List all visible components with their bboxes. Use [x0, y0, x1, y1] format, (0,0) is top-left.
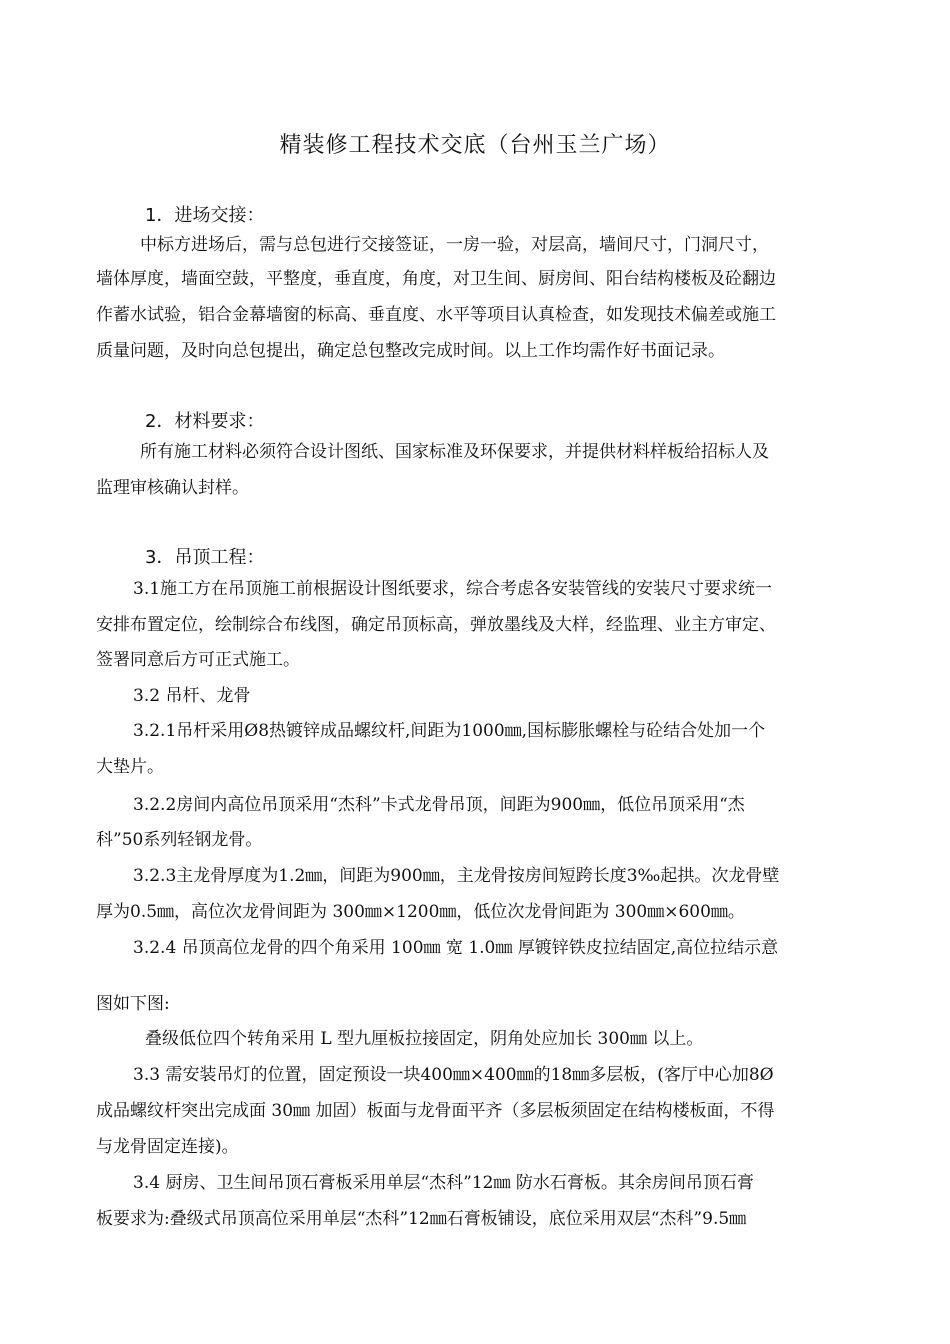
paragraph-line: 3.4 厨房、卫生间吊顶石膏板采用单层“杰科”12㎜ 防水石膏板。其余房间吊顶石膏	[133, 1173, 754, 1193]
paragraph-line: 科”50系列轻钢龙骨。	[96, 830, 263, 850]
paragraph-line: 3.2.1吊杆采用Ø8热镀锌成品螺纹杆,间距为1000㎜,国标膨胀螺栓与砼结合处加一个	[133, 721, 766, 741]
paragraph-line: 大垫片。	[96, 757, 164, 777]
paragraph-line: 安排布置定位，绘制综合布线图，确定吊顶标高，弹放墨线及大样，经监理、业主方审定、	[96, 615, 776, 635]
paragraph-line: 成品螺纹杆突出完成面 30㎜ 加固）板面与龙骨面平齐（多层板须固定在结构楼板面，不得	[96, 1101, 775, 1121]
paragraph-line: 监理审核确认封样。	[96, 478, 249, 498]
paragraph-line: 3.2.4 吊顶高位龙骨的四个角采用 100㎜ 宽 1.0㎜ 厚镀锌铁皮拉结固定,高位拉结示意	[133, 938, 779, 958]
paragraph-line: 图如下图:	[96, 994, 170, 1014]
subsection-heading: 3.2 吊杆、龙骨	[133, 686, 251, 706]
paragraph-line: 板要求为:叠级式吊顶高位采用单层“杰科”12㎜石膏板铺设，底位采用双层“杰科”9.5㎜	[96, 1209, 747, 1229]
paragraph-line: 3.1施工方在吊顶施工前根据设计图纸要求，综合考虑各安装管线的安装尺寸要求统一	[133, 579, 773, 599]
section-heading-2: 2．材料要求：	[145, 411, 265, 432]
document-title: 精装修工程技术交底（台州玉兰广场）	[279, 133, 671, 158]
paragraph-line: 所有施工材料必须符合设计图纸、国家标准及环保要求，并提供材料样板给招标人及	[140, 442, 769, 462]
paragraph-line: 厚为0.5㎜，高位次龙骨间距为 300㎜×1200㎜，低位次龙骨间距为 300㎜×600㎜。	[96, 902, 745, 922]
paragraph-line: 3.2.2房间内高位吊顶采用“杰科”卡式龙骨吊顶，间距为900㎜，低位吊顶采用“杰	[133, 795, 745, 815]
paragraph-line: 3.3 需安装吊灯的位置，固定预设一块400㎜×400㎜的18㎜多层板，(客厅中心加8Ø	[133, 1065, 774, 1085]
paragraph-line: 叠级低位四个转角采用 L 型九厘板拉接固定，阴角处应加长 300㎜ 以上。	[145, 1029, 704, 1049]
paragraph-line: 3.2.3主龙骨厚度为1.2㎜，间距为900㎜，主龙骨按房间短跨长度3‰起拱。次龙骨壁	[133, 866, 780, 886]
section-heading-1: 1．进场交接：	[145, 205, 265, 226]
section-heading-3: 3．吊顶工程：	[145, 547, 265, 568]
paragraph-line: 作蓄水试验，铝合金幕墙窗的标高、垂直度、水平等项目认真检查，如发现技术偏差或施工	[96, 305, 776, 325]
paragraph-line: 墙体厚度，墙面空鼓，平整度，垂直度，角度，对卫生间、厨房间、阳台结构楼板及砼翻边	[96, 269, 776, 289]
paragraph-line: 与龙骨固定连接)。	[96, 1137, 239, 1157]
paragraph-line: 中标方进场后，需与总包进行交接签证，一房一验，对层高，墙间尺寸，门洞尺寸，	[140, 235, 769, 255]
paragraph-line: 签署同意后方可正式施工。	[96, 650, 300, 670]
paragraph-line: 质量问题，及时向总包提出，确定总包整改完成时间。以上工作均需作好书面记录。	[96, 341, 725, 361]
